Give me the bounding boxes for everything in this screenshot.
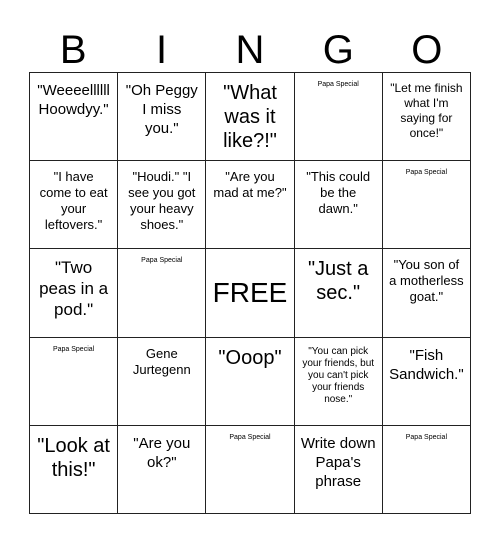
header-letter-o: O (411, 28, 443, 72)
cell-text: Papa Special (229, 433, 271, 441)
cell-text: "Are you ok?" (133, 434, 191, 471)
bingo-cell-r2c2[interactable] (118, 161, 206, 249)
cell-text: "This could be the dawn." (306, 169, 371, 217)
cell-text: "Houdi." "I see you got your heavy shoes." (128, 169, 196, 233)
cell-text: "You son of a motherless goat." (389, 257, 464, 305)
cell-text: Papa Special (141, 257, 183, 265)
cell-text: Papa Special (317, 81, 359, 88)
bingo-cell-r1c2[interactable] (118, 73, 206, 161)
bingo-cell-r3c4[interactable] (295, 249, 383, 337)
cell-text: "What was it like?!" (223, 82, 277, 152)
cell-text: "Let me finish what I'm saying for once!" (390, 81, 463, 140)
bingo-cell-r2c1[interactable] (30, 161, 118, 249)
bingo-cell-r4c2[interactable] (118, 338, 206, 426)
free-space-label: FREE (212, 276, 288, 308)
header-letter-b: B (59, 28, 87, 72)
cell-text: "Fish Sandwich." (389, 346, 464, 383)
bingo-cell-r5c4[interactable] (295, 426, 383, 514)
cell-text: "Are you mad at me?" (213, 169, 287, 201)
cell-text: Gene Jurtegenn (132, 345, 191, 377)
cell-text: Papa Special (405, 169, 448, 177)
bingo-cell-r3c3-free[interactable] (206, 249, 294, 337)
bingo-cell-r1c1[interactable] (30, 73, 118, 161)
header-letter-n: N (235, 28, 265, 72)
bingo-cell-r5c2[interactable] (118, 426, 206, 514)
bingo-cell-r2c4[interactable] (295, 161, 383, 249)
bingo-grid (29, 72, 471, 514)
bingo-cell-r3c1[interactable] (30, 249, 118, 337)
bingo-cell-r4c5[interactable] (383, 338, 471, 426)
bingo-cell-r1c5[interactable] (383, 73, 471, 161)
bingo-cell-r5c5[interactable] (383, 426, 471, 514)
bingo-cell-r2c3[interactable] (206, 161, 294, 249)
cell-text: Write down Papa's phrase (300, 434, 376, 490)
cell-text: Papa Special (52, 345, 95, 353)
header-letter-g: G (322, 28, 354, 72)
bingo-cell-r2c5[interactable] (383, 161, 471, 249)
header-letter-i: I (156, 28, 168, 72)
cell-text: "Look at this!" (37, 434, 110, 481)
bingo-cell-r4c1[interactable] (30, 338, 118, 426)
cell-text: "Two peas in a pod." (39, 258, 109, 320)
bingo-cell-r1c3[interactable] (206, 73, 294, 161)
bingo-cell-r1c4[interactable] (295, 73, 383, 161)
bingo-cell-r5c1[interactable] (30, 426, 118, 514)
bingo-cell-r3c2[interactable] (118, 249, 206, 337)
cell-text: "Just a sec." (307, 258, 369, 305)
cell-text: "Oh Peggy I miss you." (125, 82, 198, 137)
bingo-cell-r4c3[interactable] (206, 338, 294, 426)
bingo-cell-r3c5[interactable] (383, 249, 471, 337)
cell-text: "Ooop" (218, 346, 282, 369)
cell-text: Papa Special (405, 433, 448, 441)
cell-text: "Weeeellllll Hoowdyy." (37, 82, 110, 118)
cell-text: "I have come to eat your leftovers." (39, 169, 108, 233)
bingo-cell-r4c4[interactable] (295, 338, 383, 426)
cell-text: "You can pick your friends, but you can't pick your friends nose." (302, 345, 375, 405)
bingo-header (29, 28, 471, 72)
bingo-cell-r5c3[interactable] (206, 426, 294, 514)
